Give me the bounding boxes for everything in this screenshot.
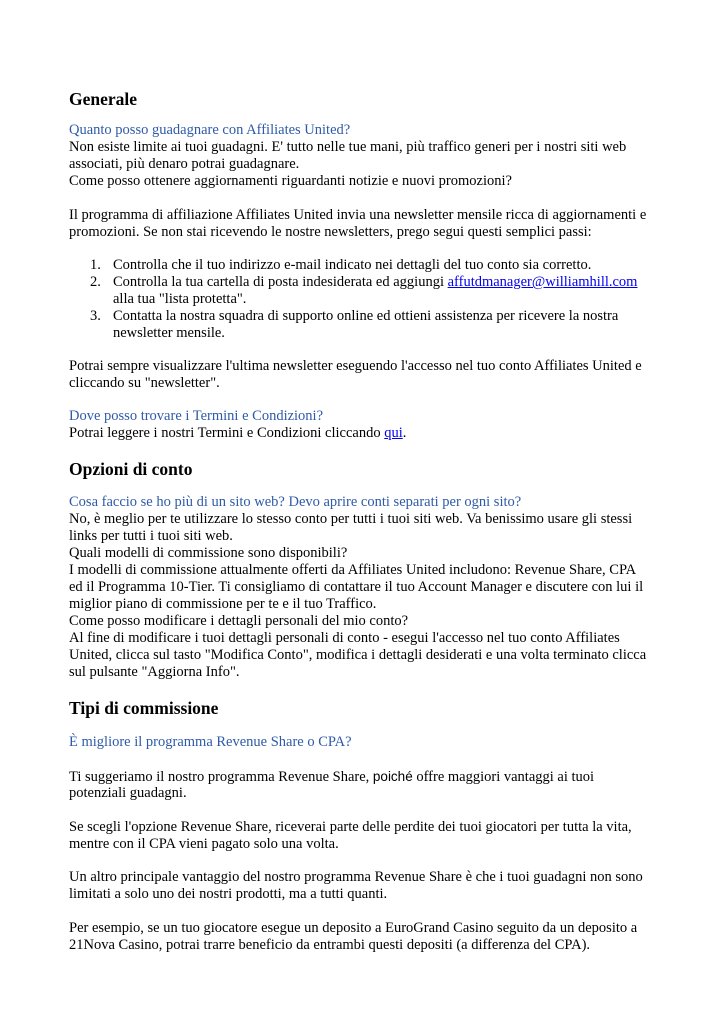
- answer-text: Potrai leggere i nostri Termini e Condizioni cliccando: [69, 425, 385, 441]
- faq-answer-line: sul pulsante "Aggiorna Info".: [69, 664, 240, 680]
- paragraph-line: mentre con il CPA vieni pagato solo una volta.: [69, 836, 339, 852]
- faq-question: Cosa faccio se ho più di un sito web? Devo aprire conti separati per ogni sito?: [69, 494, 522, 510]
- paragraph-text: offre maggiori vantaggi ai tuoi: [412, 769, 595, 785]
- paragraph-line: Un altro principale vantaggio del nostro programma Revenue Share è che i tuoi guadagni non sono: [69, 869, 643, 885]
- faq-answer-line: [69, 425, 659, 442]
- answer-text: .: [402, 425, 407, 441]
- faq-answer-line: No, è meglio per te utilizzare lo stesso conto per tutti i tuoi siti web. Va benissimo usare gli stessi: [69, 511, 633, 527]
- section-title-tipi: Tipi di commissione: [69, 698, 219, 718]
- terms-link[interactable]: qui: [384, 425, 403, 441]
- list-number: 1.: [90, 257, 101, 273]
- list-item-text: alla tua "lista protetta".: [113, 291, 247, 307]
- paragraph-line: cliccando su "newsletter".: [69, 375, 220, 391]
- paragraph-line: promozioni. Se non stai ricevendo le nostre newsletters, prego segui questi semplici passi:: [69, 224, 592, 240]
- list-item: [90, 257, 660, 274]
- faq-answer-line: associati, più denaro potrai guadagnare.: [69, 156, 300, 172]
- section-title-opzioni: Opzioni di conto: [69, 459, 193, 479]
- faq-answer-line: Non esiste limite ai tuoi guadagni. E' tutto nelle tue mani, più traffico generi per i nostri siti web: [69, 139, 627, 155]
- list-item: [90, 308, 660, 342]
- paragraph-text-sans: poiché: [372, 769, 413, 784]
- paragraph-line: Potrai sempre visualizzare l'ultima newsletter eseguendo l'accesso nel tuo conto Affiliates United e: [69, 358, 642, 374]
- list-item-text: Controlla che il tuo indirizzo e-mail indicato nei dettagli del tuo conto sia corretto.: [113, 257, 592, 273]
- list-number: 2.: [90, 274, 101, 290]
- email-link[interactable]: affutdmanager@williamhill.com: [447, 274, 638, 290]
- paragraph-line: potenziali guadagni.: [69, 785, 187, 801]
- paragraph-line: Il programma di affiliazione Affiliates United invia una newsletter mensile ricca di aggiornamenti e: [69, 207, 647, 223]
- list-item: [90, 274, 660, 308]
- faq-answer-line: ed il Programma 10-Tier. Ti consigliamo di contattare il tuo Account Manager e discutere con lui il: [69, 579, 644, 595]
- faq-answer-line: United, clicca sul tasto "Modifica Conto", modifica i dettagli desiderati e una volta terminato clicca: [69, 647, 647, 663]
- faq-question-inline: Come posso ottenere aggiornamenti riguardanti notizie e nuovi promozioni?: [69, 173, 512, 189]
- faq-question-inline: Quali modelli di commissione sono disponibili?: [69, 545, 348, 561]
- faq-answer-line: links per tutti i tuoi siti web.: [69, 528, 233, 544]
- faq-question-inline: Come posso modificare i dettagli personali del mio conto?: [69, 613, 409, 629]
- paragraph-line: limitati a solo uno dei nostri prodotti, ma a tutti quanti.: [69, 886, 388, 902]
- paragraph-line: [69, 768, 659, 786]
- paragraph-line: 21Nova Casino, potrai trarre beneficio da entrambi questi depositi (a differenza del CPA).: [69, 937, 591, 953]
- list-item-text: Contatta la nostra squadra di supporto online ed ottieni assistenza per ricevere la nostra: [113, 308, 619, 324]
- steps-list: [90, 257, 660, 342]
- faq-question: Quanto posso guadagnare con Affiliates United?: [69, 122, 351, 138]
- section-title-generale: Generale: [69, 89, 138, 109]
- faq-answer-line: I modelli di commissione attualmente offerti da Affiliates United includono: Revenue Share, CPA: [69, 562, 637, 578]
- list-number: 3.: [90, 308, 101, 324]
- faq-answer-line: miglior piano di commissione per te e il tuo Traffico.: [69, 596, 377, 612]
- list-item-text: newsletter mensile.: [113, 325, 225, 341]
- faq-question: Dove posso trovare i Termini e Condizioni?: [69, 408, 324, 424]
- faq-question: È migliore il programma Revenue Share o CPA?: [69, 734, 352, 750]
- paragraph-line: Per esempio, se un tuo giocatore esegue un deposito a EuroGrand Casino seguito da un deposito a: [69, 920, 638, 936]
- faq-answer-line: Al fine di modificare i tuoi dettagli personali di conto - esegui l'accesso nel tuo conto Affiliates: [69, 630, 620, 646]
- paragraph-line: Se scegli l'opzione Revenue Share, riceverai parte delle perdite dei tuoi giocatori per tutta la vita,: [69, 819, 632, 835]
- list-item-text: Controlla la tua cartella di posta indesiderata ed aggiungi: [113, 274, 448, 290]
- paragraph-text: Ti suggeriamo il nostro programma Revenue Share,: [69, 769, 373, 785]
